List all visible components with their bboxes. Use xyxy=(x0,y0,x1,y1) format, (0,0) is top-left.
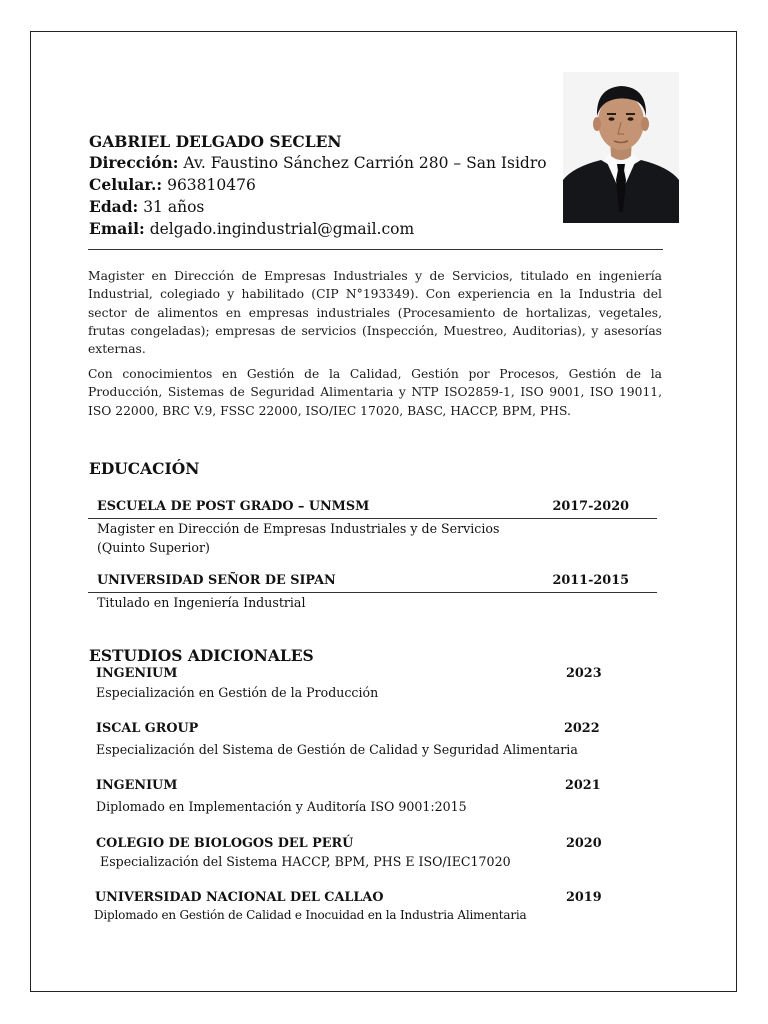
education-description xyxy=(97,519,499,557)
portrait-image xyxy=(563,72,679,223)
education-title: EDUCACIÓN xyxy=(89,459,200,478)
education-institution: ESCUELA DE POST GRADO – UNMSM xyxy=(97,499,370,514)
education-degree: Titulado en Ingeniería Industrial xyxy=(97,595,306,610)
education-degree: Magister en Dirección de Empresas Industriales y de Servicios xyxy=(97,521,500,536)
additional-description: Especialización en Gestión de la Producción xyxy=(96,685,379,700)
age-line xyxy=(89,196,547,218)
additional-description: Especialización del Sistema HACCP, BPM, PHS E ISO/IEC17020 xyxy=(96,854,511,869)
profile-photo xyxy=(563,72,679,223)
education-description xyxy=(97,593,305,612)
additional-institution: INGENIUM xyxy=(96,666,178,681)
summary-paragraph-1: Magister en Dirección de Empresas Industriales y de Servicios, titulado en ingeniería Industrial, colegiado y habilitado (CIP N°193349). Con experiencia en la Industria del sector de alimentos en empresas industriales (Procesamiento de hortalizas, vegetales, frutas congeladas); empresas de servicios (Inspección, Muestreo, Auditorias), y asesorías externas. xyxy=(88,269,662,357)
education-institution: UNIVERSIDAD SEÑOR DE SIPAN xyxy=(97,573,336,588)
phone-line xyxy=(89,174,547,196)
additional-institution: INGENIUM xyxy=(96,778,178,793)
age-label: Edad: xyxy=(89,197,139,216)
email-label: Email: xyxy=(89,219,145,238)
address-value: Av. Faustino Sánchez Carrión 280 – San Isidro xyxy=(178,154,547,172)
additional-year: 2019 xyxy=(566,890,602,905)
additional-description: Diplomado en Implementación y Auditoría ISO 9001:2015 xyxy=(96,799,467,814)
full-name: GABRIEL DELGADO SECLEN xyxy=(89,132,342,151)
additional-institution: ISCAL GROUP xyxy=(96,721,199,736)
contact-header xyxy=(89,131,547,240)
education-item xyxy=(97,499,657,514)
additional-year: 2020 xyxy=(566,836,602,851)
additional-year: 2022 xyxy=(564,721,600,736)
phone-label: Celular.: xyxy=(89,175,163,194)
education-years: 2011-2015 xyxy=(552,573,629,588)
additional-year: 2021 xyxy=(565,778,601,793)
additional-year: 2023 xyxy=(566,666,602,681)
email-line xyxy=(89,218,547,240)
address-label: Dirección: xyxy=(89,153,179,172)
address-line xyxy=(89,152,547,174)
additional-description: Especialización del Sistema de Gestión de Calidad y Seguridad Alimentaria xyxy=(96,742,578,757)
education-years: 2017-2020 xyxy=(552,499,629,514)
additional-institution: COLEGIO DE BIOLOGOS DEL PERÚ xyxy=(96,836,354,851)
additional-institution: UNIVERSIDAD NACIONAL DEL CALLAO xyxy=(95,890,384,905)
age-value: 31 años xyxy=(138,198,205,216)
email-value: delgado.ingindustrial@gmail.com xyxy=(144,220,415,238)
additional-description: Diplomado en Gestión de Calidad e Inocuidad en la Industria Alimentaria xyxy=(94,908,527,922)
header-divider xyxy=(88,249,663,250)
phone-value: 963810476 xyxy=(162,176,256,194)
education-item xyxy=(97,573,657,588)
summary-paragraph-2: Con conocimientos en Gestión de la Calidad, Gestión por Procesos, Gestión de la Producción, Sistemas de Seguridad Alimentaria y NTP ISO2859-1, ISO 9001, ISO 19011, ISO 22000, BRC V.9, FSSC 22000, ISO/IEC 17020, BASC, HACCP, BPM, PHS. xyxy=(88,367,662,418)
education-note: (Quinto Superior) xyxy=(97,540,210,555)
additional-studies-title: ESTUDIOS ADICIONALES xyxy=(89,646,314,665)
